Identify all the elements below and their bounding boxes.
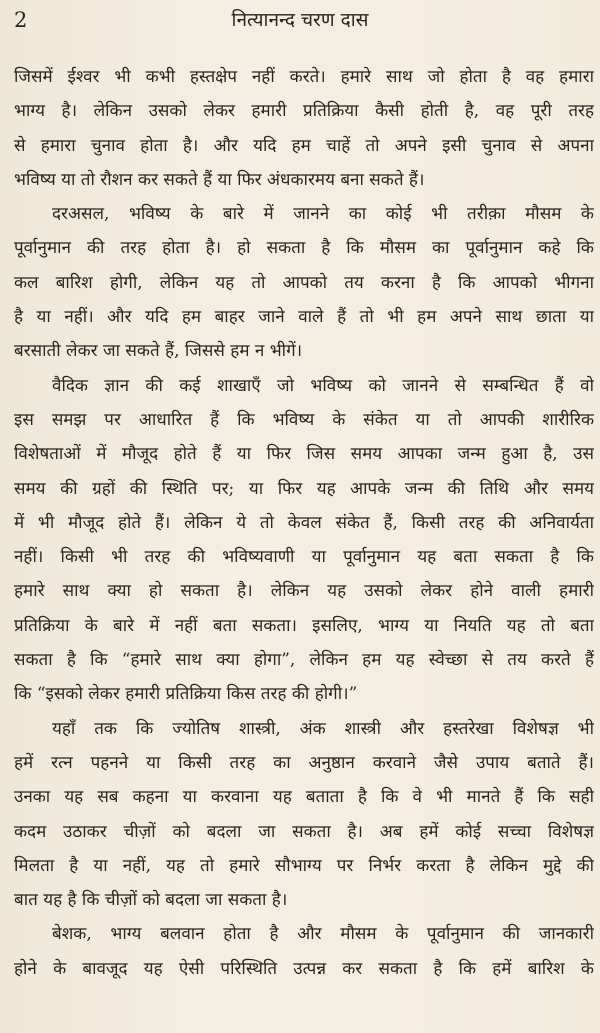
text-line: हमारे साथ क्या हो सकता है। लेकिन यह उसको लेकर होने वाली हमारी bbox=[14, 581, 594, 602]
text-line: भाग्य है। लेकिन उसको लेकर हमारी प्रतिक्रिया कैसी होती है, वह पूरी तरह bbox=[14, 101, 594, 122]
text-line: बरसाती लेकर जा सकते हैं, जिससे हम न भीगें। bbox=[14, 341, 303, 362]
text-line: है या नहीं। और यदि हम बाहर जाने वाले हैं तो भी हम अपने साथ छाता या bbox=[14, 307, 594, 328]
page-header bbox=[0, 4, 600, 40]
text-line: भविष्य या तो रौशन कर सकते हैं या फिर अंधकारमय बना सकते हैं। bbox=[14, 169, 425, 190]
text-line: हमें रत्न पहनने या किसी तरह का अनुष्ठान करवाने जैसे उपाय बताते हैं। bbox=[14, 752, 594, 773]
text-line: कदम उठाकर चीज़ों को बदला जा सकता है। अब हमें कोई सच्चा विशेषज्ञ bbox=[14, 821, 594, 842]
page-number: 2 bbox=[14, 8, 28, 32]
text-line: विशेषताओं में मौजूद होते हैं या फिर जिस समय आपका जन्म हुआ है, उस bbox=[14, 444, 594, 465]
text-line: मिलता है या नहीं, यह तो हमारे सौभाग्य पर निर्भर करता है लेकिन मुद्दे की bbox=[14, 855, 594, 876]
text-line: कि “इसको लेकर हमारी प्रतिक्रिया किस तरह की होगी।” bbox=[14, 684, 358, 705]
text-line: दरअसल, भविष्य के बारे में जानने का कोई भी तरीक़ा मौसम के bbox=[52, 204, 594, 225]
text-line: प्रतिक्रिया के बारे में नहीं बता सकता। इसलिए, भाग्य या नियति यह तो बता bbox=[14, 615, 594, 636]
text-line: पूर्वानुमान की तरह होता है। हो सकता है कि मौसम का पूर्वानुमान कहे कि bbox=[14, 238, 594, 259]
text-line: यहाँ तक कि ज्योतिष शास्त्री, अंक शास्त्री और हस्तरेखा विशेषज्ञ भी bbox=[52, 718, 594, 739]
text-line: वैदिक ज्ञान की कई शाखाएँ जो भविष्य को जानने से सम्बन्धित हैं वो bbox=[52, 375, 594, 396]
running-title: नित्यानन्द चरण दास bbox=[231, 9, 369, 31]
text-line: में भी मौजूद होते हैं। लेकिन ये तो केवल संकेत हैं, किसी तरह की अनिवार्यता bbox=[14, 512, 594, 533]
text-line: बात यह है कि चीज़ों को बदला जा सकता है। bbox=[14, 890, 288, 911]
text-line: से हमारा चुनाव होता है। और यदि हम चाहें तो अपने इसी चुनाव से अपना bbox=[14, 135, 594, 156]
body-text bbox=[14, 60, 594, 986]
text-line: जिसमें ईश्वर भी कभी हस्तक्षेप नहीं करते। हमारे साथ जो होता है वह हमारा bbox=[14, 67, 594, 87]
text-line: कल बारिश होगी, लेकिन यह तो आपको तय करना है कि आपको भीगना bbox=[14, 272, 594, 293]
text-line: उनका यह सब कहना या करवाना यह बताता है कि वे भी मानते हैं कि सही bbox=[14, 787, 594, 808]
text-line: इस समझ पर आधारित हैं कि भविष्य के संकेत या तो आपकी शारीरिक bbox=[14, 409, 594, 430]
text-line: सकता है कि “हमारे साथ क्या होगा”, लेकिन हम यह स्वेच्छा से तय करते हैं bbox=[14, 650, 594, 671]
text-line: होने के बावजूद यह ऐसी परिस्थिति उत्पन्न कर सकता है कि हमें बारिश के bbox=[14, 958, 594, 979]
text-line: नहीं। किसी भी तरह की भविष्यवाणी या पूर्वानुमान यह बता सकता है कि bbox=[14, 547, 594, 568]
text-line: बेशक, भाग्य बलवान होता है और मौसम के पूर्वानुमान की जानकारी bbox=[52, 924, 594, 945]
text-line: समय की ग्रहों की स्थिति पर; या फिर यह आपके जन्म की तिथि और समय bbox=[14, 478, 594, 499]
